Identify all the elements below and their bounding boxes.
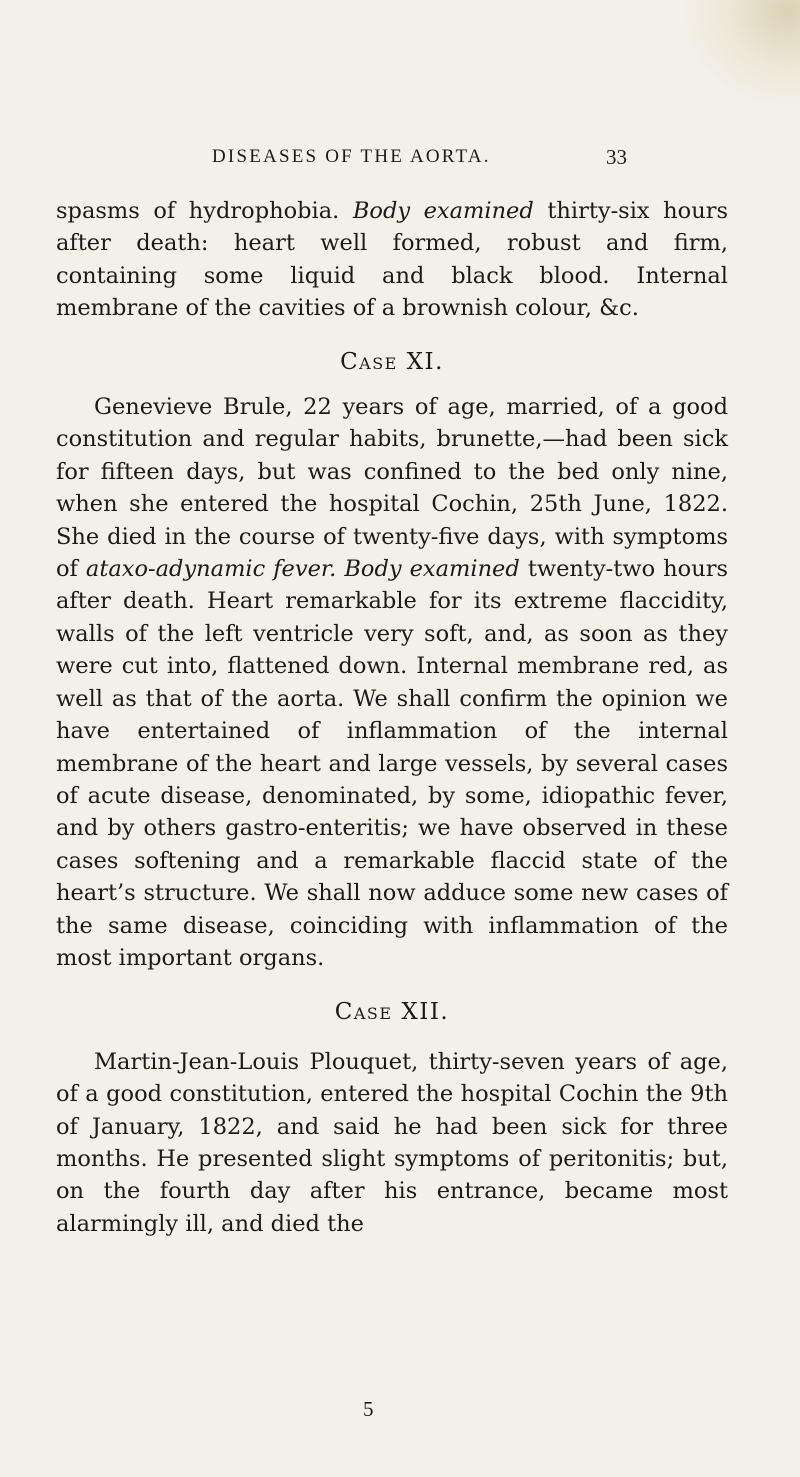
text-run: spasms of hydrophobia.: [56, 198, 353, 224]
text-run: twenty-two hours after death. Heart remarkable for its extreme flaccidity, walls of the left ventricle very soft, and, as soon as they were cut into, flattened down. Internal membrane red, as well as that of the aorta. We shall confirm the opinion we have entertained of inflammation of the internal membrane of the heart and large vessels, by several cases of acute disease, denominated, by some, idiopathic fever, and by others gastro-enteritis; we have observed in these cases softening and a remarkable flaccid state of the heart’s structure. We shall now adduce some new cases of the same disease, coinciding with inflammation of the most important organs.: [56, 556, 728, 971]
italic-run: Body examined: [344, 556, 520, 583]
text-run: thirty-six hours after death: heart well formed, robust and firm, containing some liquid and black blood. Internal membrane of the cavities of a brownish colour, &c.: [56, 198, 728, 322]
body-text: [56, 195, 728, 1240]
italic-run: ataxo-adynamic fever.: [85, 556, 337, 583]
italic-run: Body examined: [352, 198, 534, 224]
page-number: 33: [606, 145, 627, 169]
case-heading: Case XII.: [334, 999, 450, 1026]
page-stain: [680, 0, 800, 110]
text-run: Genevieve Brule, 22 years of age, married, of a good constitution and regular habits, brunette,—had been sick for fifteen days, but was confined to the bed only nine, when she entered the hospital Cochin, 25th June, 1822. She died in the course of twenty-five days, with symptoms of: [56, 394, 728, 583]
paragraph-case-xii: [56, 1046, 728, 1240]
running-title: DISEASES OF THE AORTA.: [212, 146, 491, 167]
paragraph-case-xi: [56, 391, 728, 974]
signature-mark: 5: [363, 1397, 374, 1421]
paragraph-continuation: [56, 195, 728, 325]
text-run: Martin-Jean-Louis Plouquet, thirty-seven years of age, of a good constitution, entered the hospital Cochin the 9th of January, 1822, and said he had been sick for three months. He presented slight symptoms of peritonitis; but, on the fourth day after his entrance, became most alarmingly ill, and died the: [56, 1048, 728, 1237]
case-heading: Case XI.: [340, 348, 444, 375]
running-head: [0, 146, 800, 170]
